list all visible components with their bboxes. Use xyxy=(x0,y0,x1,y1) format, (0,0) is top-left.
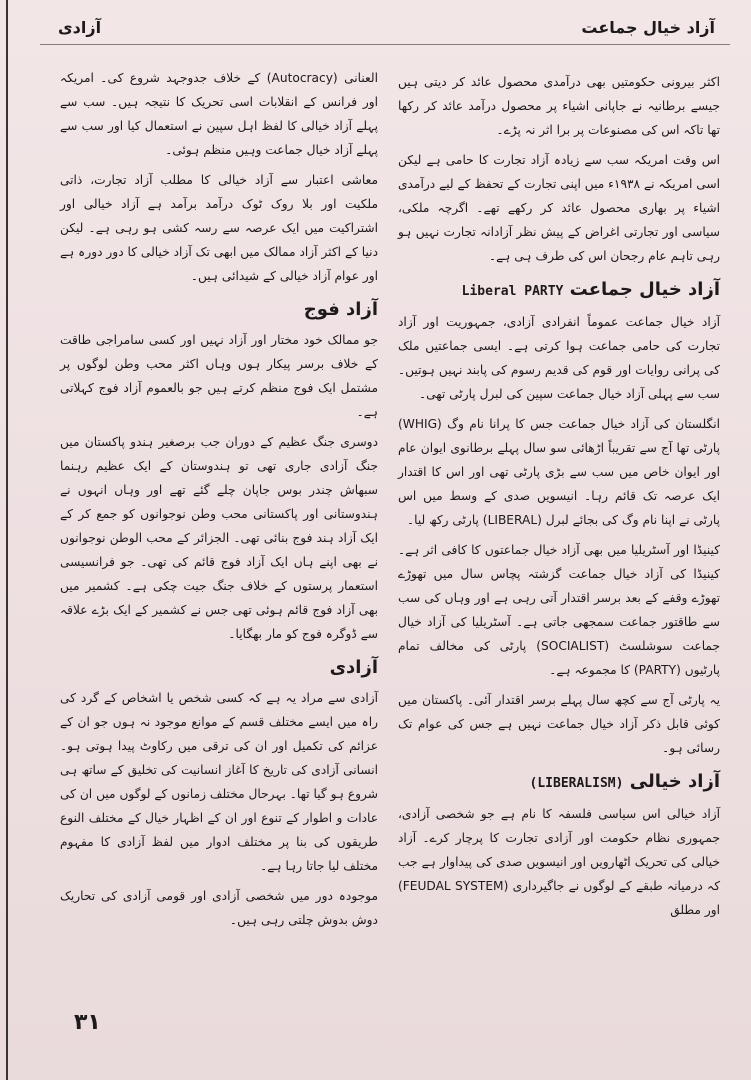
page-number: ۳۱ xyxy=(74,1010,101,1035)
paragraph: یہ پارٹی آج سے کچھ سال پہلے برسر اقتدار آئی۔ پاکستان میں کوئی قابل ذکر آزاد خیال جماعت نہیں ہے جس کی عوام تک رسائی ہو۔ xyxy=(398,693,720,755)
heading-urdu: آزاد فوج xyxy=(303,299,378,320)
paragraph: جو ممالک خود مختار اور آزاد نہیں اور کسی سامراجی طاقت کے خلاف برسر پیکار ہوں وہاں اکثر محب وطن لوگوں پر مشتمل ایک فوج منظم کرتے ہیں جو بالعموم آزاد فوج کہلاتی ہے۔ xyxy=(60,333,378,419)
right-column xyxy=(398,70,720,928)
page-edge-line xyxy=(6,0,8,1080)
paragraph: معاشی اعتبار سے آزاد خیالی کا مطلب آزاد تجارت، ذاتی ملکیت اور بلا روک ٹوک درآمد برآمد ہے آزاد خیالی اور اشتراکیت میں ایک عرصہ سے رسہ کشی ہو رہی ہے۔ لیکن دنیا کے اکثر آزاد ممالک میں ابھی تک آزاد خیالی کا دور دورہ ہے اور عوام آزاد خیالی کے شیدائی ہیں۔ xyxy=(60,173,378,283)
header-rule xyxy=(40,44,730,45)
paragraph: العنانی (Autocracy) کے خلاف جدوجہد شروع کی۔ امریکہ اور فرانس کے انقلابات اسی تحریک کا نتیجہ ہیں۔ سب سے پہلے آزاد خیالی کا لفظ اہل سپین نے استعمال کیا اور سب سے پہلے آزاد خیال جماعت وہیں منظم ہوئی۔ xyxy=(60,71,378,157)
section-heading-azadi xyxy=(60,656,378,680)
paragraph: آزاد خیال جماعت عموماً انفرادی آزادی، جمہوریت اور آزاد تجارت کی حامی جماعت ہوا کرتی ہے۔ ایسی جماعتیں ملک کی پرانی روایات اور قوم کی قدیم رسوم کی پابند نہیں ہوتیں۔ سب سے پہلی آزاد خیال جماعت سپین کی لبرل پارٹی تھی۔ xyxy=(398,315,720,401)
heading-english: Liberal PARTY xyxy=(461,284,564,299)
paragraph: کینیڈا اور آسٹریلیا میں بھی آزاد خیال جماعتوں کا کافی اثر ہے۔ کینیڈا کی آزاد خیال جماعت گزشتہ پچاس سال میں تھوڑے تھوڑے وقفے کے بعد برسر اقتدار آتی رہی ہے اور وہاں کی سب سے طاقتور جماعت سمجھی جاتی ہے۔ آسٹریلیا کی آزاد خیال جماعت سوشلسٹ (SOCIALIST) پارٹی کی مخالف تمام پارٹیوں (PARTY) کا مجموعہ ہے۔ xyxy=(398,543,720,677)
left-column xyxy=(60,66,378,938)
heading-urdu: آزاد خیالی xyxy=(629,771,720,792)
paragraph: دوسری جنگ عظیم کے دوران جب برصغیر ہندو پاکستان میں جنگ آزادی جاری تھی تو ہندوستان کے ایک عظیم رہنما سبھاش چندر بوس جاپان چلے گئے تھے اور وہاں انہوں نے ہندوستانی اور پاکستانی محب وطن نوجوانوں کو جمع کر کے ایک آزاد ہند فوج بنائی تھی۔ الجزائر کے محب الوطن نوجوانوں نے بھی اپنے ہاں ایک آزاد فوج قائم کی تھی۔ جو فرانسیسی استعمار پرستوں کے خلاف جنگ جیت چکی ہے۔ کشمیر میں بھی آزاد فوج قائم ہوئی تھی جس نے کشمیر کے ایک بڑے علاقہ سے ڈوگرہ فوج کو مار بھگایا۔ xyxy=(60,435,378,641)
heading-english: (LIBERALISM) xyxy=(529,776,624,791)
paragraph: آزاد خیالی اس سیاسی فلسفہ کا نام ہے جو شخصی آزادی، جمہوری نظام حکومت اور آزادی تجارت کا پرچار کرے۔ آزاد خیالی کی تحریک اٹھارویں اور انیسویں صدی کی پیداوار ہے جب کہ درمیانہ طبقے کے لوگوں نے جاگیرداری (FEUDAL SYSTEM) اور مطلق xyxy=(398,807,720,917)
running-header-left: آزادی xyxy=(58,18,102,37)
paragraph: اس وقت امریکہ سب سے زیادہ آزاد تجارت کا حامی ہے لیکن اسی امریکہ نے ۱۹۳۸ء میں اپنی تجارت کے تحفظ کے لیے درآمدی اشیاء پر بھاری محصول عائد کر رکھے تھے۔ اگرچہ ملکی، سیاسی اور تجارتی اغراض کے پیش نظر آزادانہ تجارت نہیں ہو رہی تاہم عام رجحان اس کی طرف ہی ہے۔ xyxy=(398,153,720,263)
heading-urdu: آزاد خیال جماعت xyxy=(569,279,720,300)
paragraph: آزادی سے مراد یہ ہے کہ کسی شخص یا اشخاص کے گرد کی راہ میں ایسے مختلف قسم کے موانع موجود نہ ہوں جو ان کے عزائم کی تکمیل اور ان کی ترقی میں رکاوٹ پیدا ہوتی ہو۔ انسانی آزادی کی تاریخ کا آغاز انسانیت کی تخلیق کے ساتھ ہی شروع ہو گیا تھا۔ بہرحال مختلف زمانوں کے لوگوں میں ان کی عادات و اطوار کے تنوع اور ان کے اظہار خیال کے مختلف النوع طریقوں کی بنا پر مختلف ادوار میں لفظ آزادی کا مفہوم مختلف لیا جاتا رہا ہے۔ xyxy=(60,691,378,873)
section-heading-liberal-party xyxy=(398,278,720,304)
section-heading-liberalism xyxy=(398,770,720,796)
section-heading-azad-fauj xyxy=(60,298,378,322)
running-header-right: آزاد خیال جماعت xyxy=(581,18,715,37)
heading-urdu: آزادی xyxy=(329,657,378,678)
paragraph: موجودہ دور میں شخصی آزادی اور قومی آزادی کی تحاریک دوش بدوش چلتی رہی ہیں۔ xyxy=(60,889,378,927)
paragraph: اکثر بیرونی حکومتیں بھی درآمدی محصول عائد کر دیتی ہیں جیسے برطانیہ نے جاپانی اشیاء پر محصول درآمد عائد کر رکھا تھا تاکہ اس کی مصنوعات پر برا اثر نہ پڑے۔ xyxy=(398,75,720,137)
paragraph: انگلستان کی آزاد خیال جماعت جس کا پرانا نام وگ (WHIG) پارٹی تھا آج سے تقریباً اڑھائی سو سال پہلے برطانوی ایوان عام اور ایوان خاص میں سب سے بڑی پارٹی تھی اور اس کا اقتدار ایک عرصہ تک قائم رہا۔ انیسویں صدی کے وسط میں اس پارٹی نے اپنا نام وگ کی بجائے لبرل (LIBERAL) پارٹی رکھ لیا۔ xyxy=(398,417,720,527)
